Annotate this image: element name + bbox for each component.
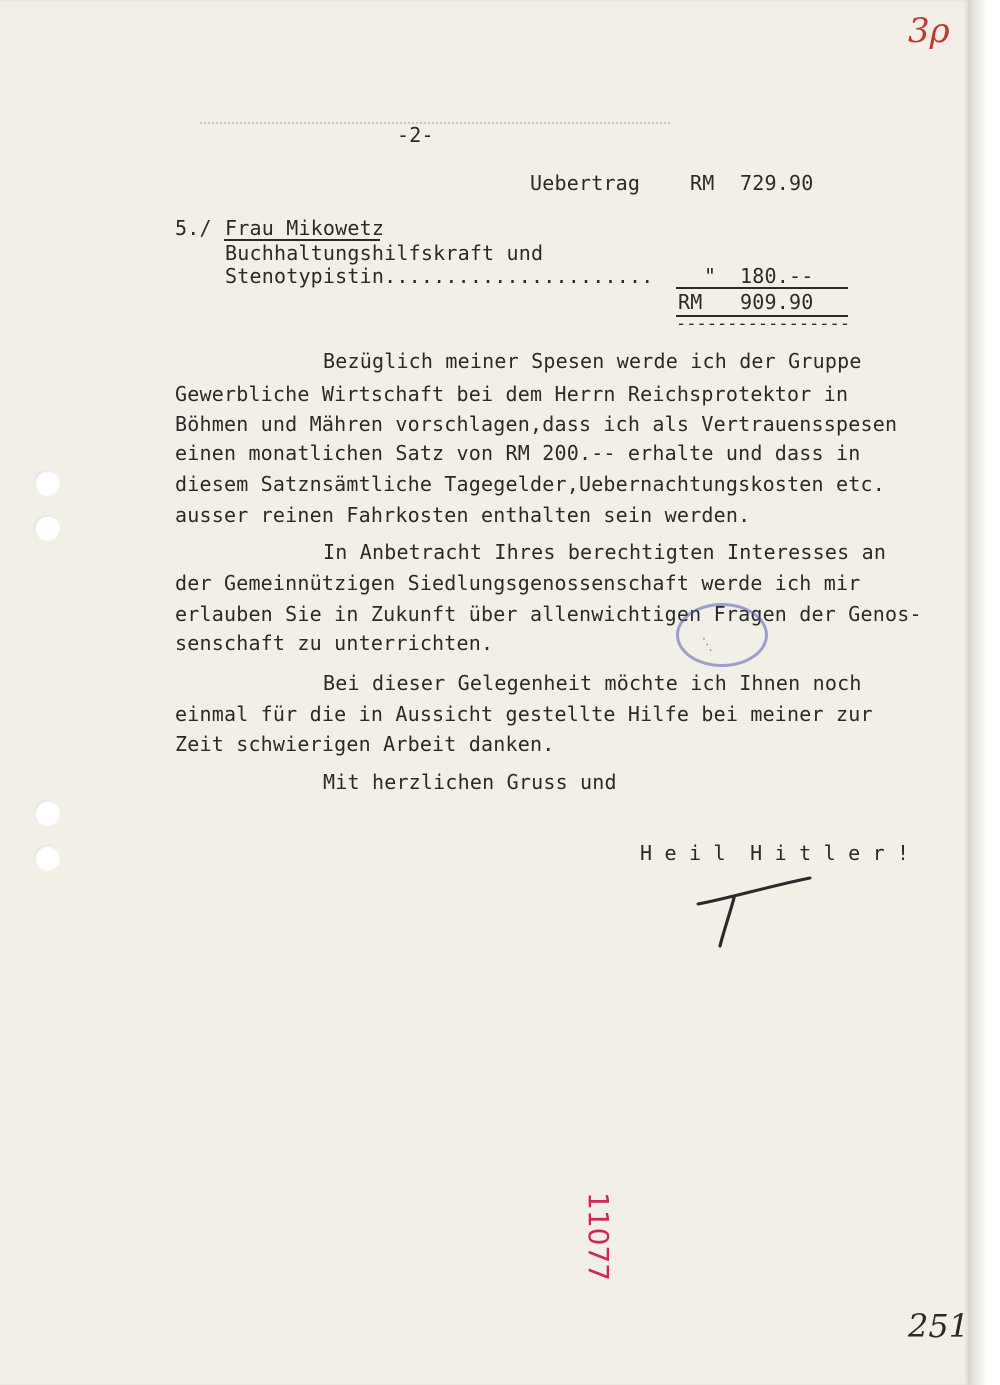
item-name: Frau Mikowetz [225, 216, 385, 240]
total-double-underline: ----------------- [676, 314, 850, 334]
item-amount: 180.-- [740, 264, 814, 288]
carry-over-label: Uebertrag [530, 171, 641, 195]
red-archive-number: 11077 [582, 1192, 615, 1282]
handwritten-archive-number: 3ρ [908, 11, 950, 51]
paragraph-2-line: senschaft zu unterrichten. [175, 631, 494, 655]
page-number: -2- [397, 123, 434, 147]
subtotal-rule [676, 287, 848, 289]
paragraph-3-line: Bei dieser Gelegenheit möchte ich Ihnen noch [323, 671, 862, 695]
punch-hole [34, 800, 60, 826]
total-amount: 909.90 [740, 290, 814, 314]
paragraph-1-line: diesem Satznsämtliche Tagegelder,Uebernachtungskosten etc. [175, 472, 885, 496]
handwritten-folio-number: 251 [908, 1307, 970, 1345]
paragraph-3-line: einmal für die in Aussicht gestellte Hilfe bei meiner zur [175, 702, 873, 726]
handwritten-signature [690, 868, 820, 953]
paragraph-1-line: Gewerbliche Wirtschaft bei dem Herrn Reichsprotektor in [175, 382, 849, 406]
item-role-line1: Buchhaltungshilfskraft und [225, 241, 544, 265]
punch-hole [34, 845, 60, 871]
punch-hole [34, 470, 60, 496]
carry-over-currency: RM [690, 171, 715, 195]
salutation: H e i l H i t l e r ! [640, 841, 910, 865]
item-role-line2: Stenotypistin...................... [225, 264, 654, 288]
paragraph-1-line: ausser reinen Fahrkosten enthalten sein werden. [175, 503, 751, 527]
carry-over-amount: 729.90 [740, 171, 814, 195]
stamp-fragment: · · · [697, 635, 715, 655]
paragraph-3-line: Zeit schwierigen Arbeit danken. [175, 732, 555, 756]
top-bleed-marks [200, 122, 670, 124]
total-currency: RM [678, 290, 703, 314]
closing-line: Mit herzlichen Gruss und [323, 770, 617, 794]
paragraph-1-line: einen monatlichen Satz von RM 200.-- erhalte und dass in [175, 441, 861, 465]
paragraph-2-line: der Gemeinnützigen Siedlungsgenossenschaft werde ich mir [175, 571, 861, 595]
paragraph-1-line: Bezüglich meiner Spesen werde ich der Gruppe [323, 349, 862, 373]
official-stamp [676, 603, 768, 667]
paragraph-1-line: Böhmen und Mähren vorschlagen,dass ich als Vertrauensspesen [175, 412, 898, 436]
page-edge [968, 0, 1000, 1385]
paragraph-2-line: In Anbetracht Ihres berechtigten Interesses an [323, 540, 887, 564]
item-ditto-mark: " [704, 264, 717, 288]
paragraph-2-line: erlauben Sie in Zukunft über allenwichtigen Fragen der Genos- [175, 602, 922, 626]
punch-hole [34, 515, 60, 541]
item-number: 5./ [175, 216, 212, 240]
